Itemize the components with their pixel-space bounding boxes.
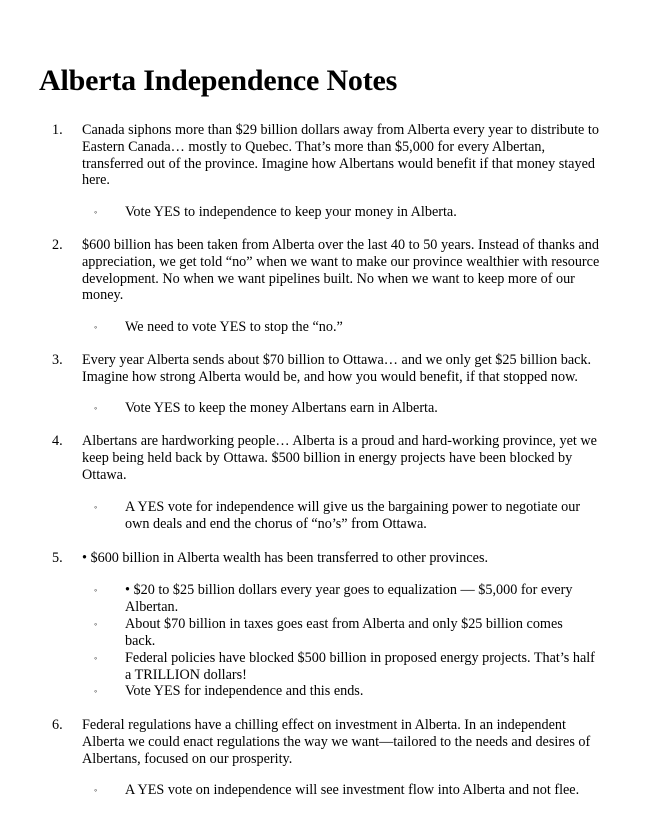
bullet-icon: ◦ (94, 585, 98, 595)
item-number: 2. (52, 237, 63, 253)
item-text: Every year Alberta sends about $70 billion to Ottawa… and we only get $25 billion back. Imagine how strong Alberta would be, and how you would benefit, if that stopped now. (82, 352, 592, 385)
page-title: Alberta Independence Notes (39, 64, 398, 97)
sub-item-text: • $20 to $25 billion dollars every year goes to equalization — $5,000 for every Albertan. (125, 582, 573, 615)
sub-item-text: A YES vote for independence will give us the bargaining power to negotiate our own deals and end the chorus of “no’s” from Ottawa. (125, 499, 581, 532)
item-number: 6. (52, 717, 63, 733)
bullet-icon: ◦ (94, 686, 98, 696)
sub-item-text: We need to vote YES to stop the “no.” (125, 319, 343, 335)
item-number: 4. (52, 433, 63, 449)
sub-item-text: Vote YES to independence to keep your money in Alberta. (125, 204, 457, 220)
item-text: Federal regulations have a chilling effect on investment in Alberta. In an independent Alberta we could enact regulations the way we want—tailored to the needs and desires of Albertans, focused on our prosperity. (82, 717, 591, 767)
bullet-icon: ◦ (94, 785, 98, 795)
item-number: 1. (52, 122, 63, 138)
bullet-icon: ◦ (94, 403, 98, 413)
item-number: 5. (52, 550, 63, 566)
sub-item-text: Vote YES for independence and this ends. (125, 683, 364, 699)
item-text: Canada siphons more than $29 billion dollars away from Alberta every year to distribute to Eastern Canada… mostly to Quebec. That’s more than $5,000 for every Albertan, transferred out of the province. Imagine how Albertans would benefit if that money stayed here. (82, 122, 599, 189)
item-number: 3. (52, 352, 63, 368)
bullet-icon: ◦ (94, 653, 98, 663)
bullet-icon: ◦ (94, 619, 98, 629)
item-text: • $600 billion in Alberta wealth has been transferred to other provinces. (82, 550, 489, 566)
sub-item-text: A YES vote on independence will see investment flow into Alberta and not flee. (125, 782, 580, 798)
bullet-icon: ◦ (94, 322, 98, 332)
sub-item-text: About $70 billion in taxes goes east from Alberta and only $25 billion comes back. (125, 616, 563, 649)
item-text: Albertans are hardworking people… Alberta is a proud and hard-working province, yet we keep being held back by Ottawa. $500 billion in energy projects have been blocked by Ottawa. (82, 433, 597, 483)
bullet-icon: ◦ (94, 207, 98, 217)
sub-item-text: Vote YES to keep the money Albertans earn in Alberta. (125, 400, 438, 416)
sub-item-text: Federal policies have blocked $500 billion in proposed energy projects. That’s half a TRILLION dollars! (125, 650, 595, 683)
bullet-icon: ◦ (94, 502, 98, 512)
item-text: $600 billion has been taken from Alberta over the last 40 to 50 years. Instead of thanks and appreciation, we get told “no” when we want to make our province wealthier with resource development. No when we want pipelines built. No when we want to keep more of our money. (82, 237, 600, 304)
